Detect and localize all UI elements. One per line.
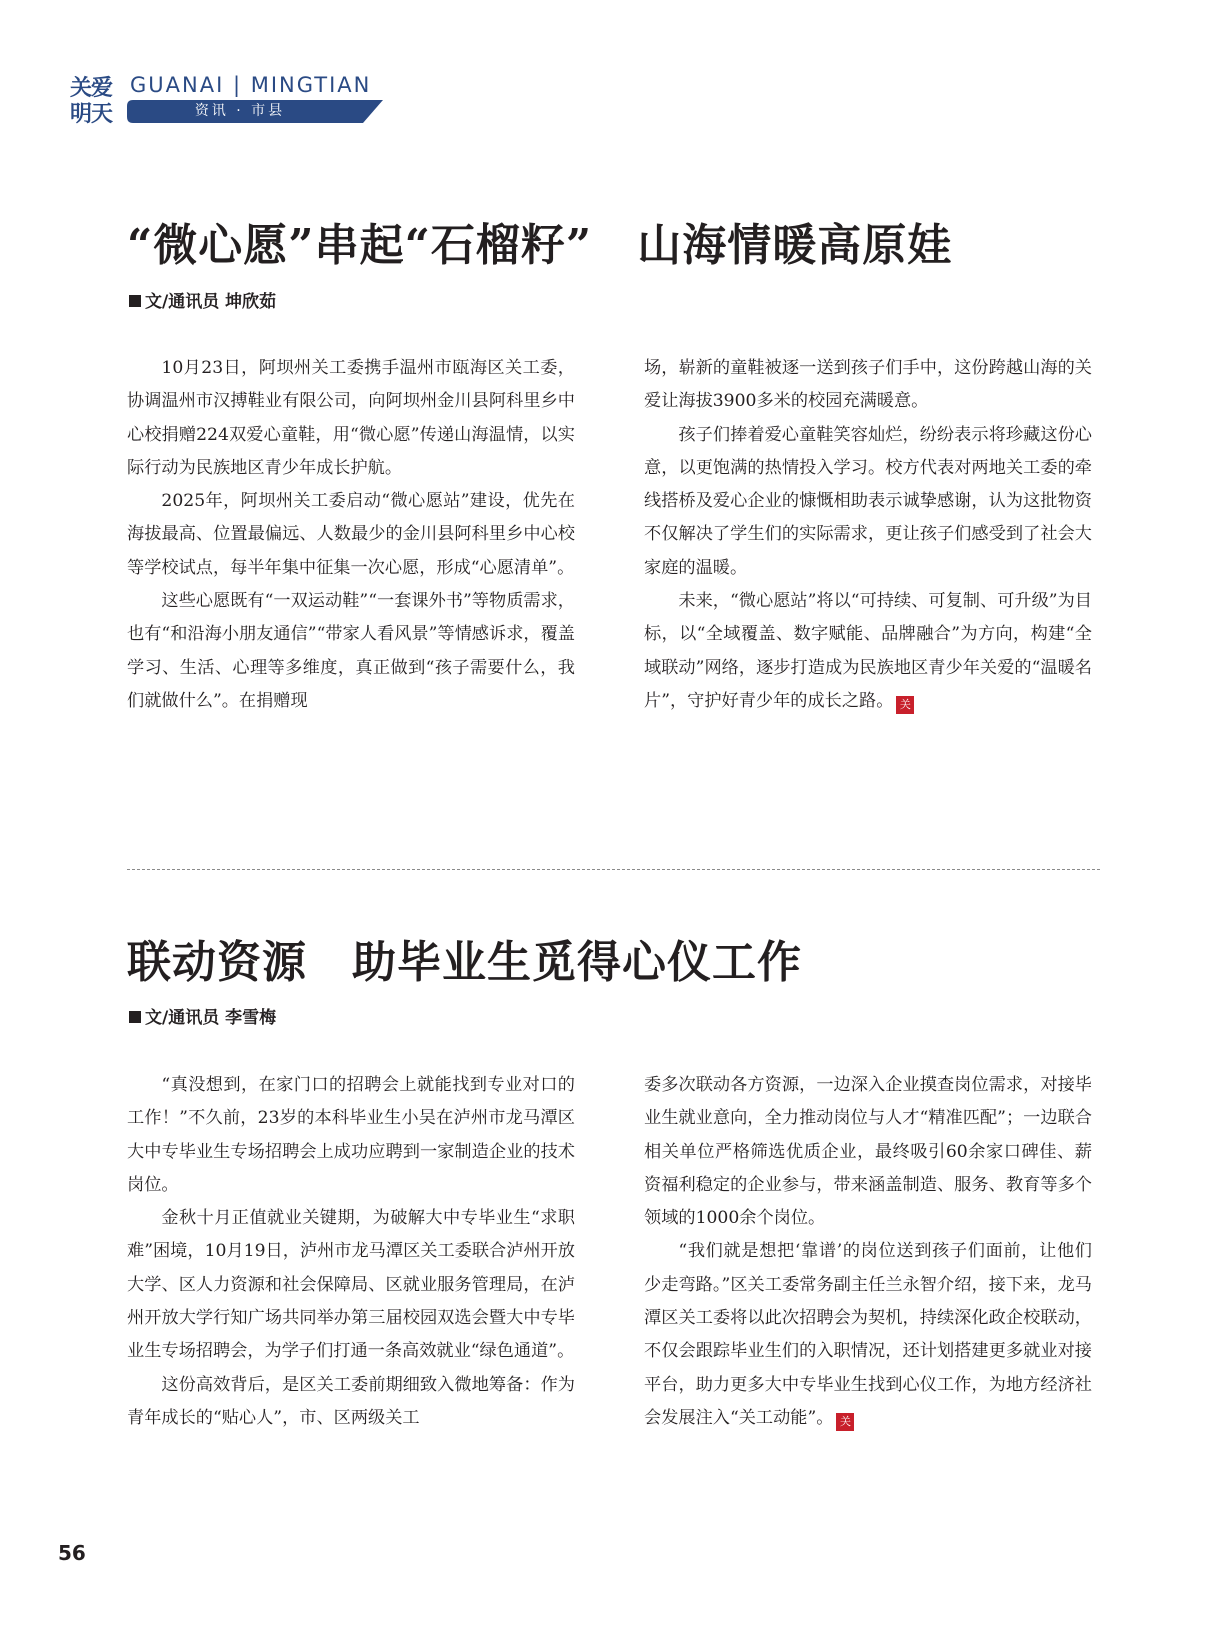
paragraph-text: “我们就是想把‘靠谱’的岗位送到孩子们面前，让他们少走弯路。”区关工委常务副主任兰永智介绍，接下来，龙马潭区关工委将以此次招聘会为契机，持续深化政企校联动，不仅会跟踪毕业生们的入职情况，还计划搭建更多就业对接平台，助力更多大中专毕业生找到心仪工作，为地方经济社会发展注入“关工动能”。 — [644, 1241, 1092, 1428]
paragraph: 10月23日，阿坝州关工委携手温州市瓯海区关工委，协调温州市汉搏鞋业有限公司，向阿坝州金川县阿科里乡中心校捐赠224双爱心童鞋，用“微心愿”传递山海温情，以实际行动为民族地区青少年成长护航。 — [127, 358, 575, 478]
paragraph: 委多次联动各方资源，一边深入企业摸查岗位需求，对接毕业生就业意向，全力推动岗位与人才“精准匹配”；一边联合相关单位严格筛选优质企业，最终吸引60余家口碑佳、薪资福利稳定的企业参与，带来涵盖制造、服务、教育等多个领域的1000余个岗位。 — [644, 1075, 1092, 1229]
article-2-byline: 文/通讯员 李雪梅 — [129, 1003, 276, 1028]
page-number: 56 — [58, 1541, 86, 1565]
end-mark-icon: 关 — [836, 1413, 854, 1431]
article-2-title: 联动资源 助毕业生觅得心仪工作 — [127, 937, 802, 988]
paragraph: 场，崭新的童鞋被逐一送到孩子们手中，这份跨越山海的关爱让海拔3900多米的校园充满暖意。 — [644, 358, 1092, 412]
magazine-logo: 关爱明天 — [70, 76, 113, 127]
paragraph-text: 未来，“微心愿站”将以“可持续、可复制、可升级”为目标，以“全域覆盖、数字赋能、品牌融合”为方向，构建“全域联动”网络，逐步打造成为民族地区青少年关爱的“温暖名片”，守护好青少年的成长之路。 — [644, 591, 1092, 711]
article-divider — [127, 869, 1100, 870]
article-1-column-1 — [127, 352, 575, 718]
article-1-column-2 — [644, 352, 1092, 718]
section-label: 资讯 · 市县 — [194, 103, 286, 119]
paragraph: 这份高效背后，是区关工委前期细致入微地筹备：作为青年成长的“贴心人”，市、区两级关工 — [127, 1374, 575, 1428]
paragraph — [644, 1235, 1092, 1435]
article-1-title: “微心愿”串起“石榴籽” 山海情暖高原娃 — [127, 220, 953, 271]
paragraph: “真没想到，在家门口的招聘会上就能找到专业对口的工作！”不久前，23岁的本科毕业生小吴在泸州市龙马潭区大中专毕业生专场招聘会上成功应聘到一家制造企业的技术岗位。 — [127, 1075, 575, 1195]
article-1-byline: 文/通讯员 坤欣茹 — [129, 287, 276, 312]
paragraph: 金秋十月正值就业关键期，为破解大中专毕业生“求职难”困境，10月19日，泸州市龙马潭区关工委联合泸州开放大学、区人力资源和社会保障局、区就业服务管理局，在泸州开放大学行知广场共同举办第三届校园双选会暨大中专毕业生专场招聘会，为学子们打通一条高效就业“绿色通道”。 — [127, 1208, 575, 1362]
paragraph: 孩子们捧着爱心童鞋笑容灿烂，纷纷表示将珍藏这份心意，以更饱满的热情投入学习。校方代表对两地关工委的牵线搭桥及爱心企业的慷慨相助表示诚挚感谢，认为这批物资不仅解决了学生们的实际需求，更让孩子们感受到了社会大家庭的温暖。 — [644, 424, 1092, 578]
magazine-brand: GUANAI | MINGTIAN — [130, 73, 372, 97]
article-2-column-1 — [127, 1069, 575, 1435]
article-2-column-2 — [644, 1069, 1092, 1435]
paragraph: 2025年，阿坝州关工委启动“微心愿站”建设，优先在海拔最高、位置最偏远、人数最少的金川县阿科里乡中心校等学校试点，每半年集中征集一次心愿，形成“心愿清单”。 — [127, 491, 575, 578]
end-mark-icon: 关 — [896, 696, 914, 714]
paragraph — [644, 585, 1092, 718]
paragraph: 这些心愿既有“一双运动鞋”“一套课外书”等物质需求，也有“和沿海小朋友通信”“带家人看风景”等情感诉求，覆盖学习、生活、心理等多维度，真正做到“孩子需要什么，我们就做什么”。在捐赠现 — [127, 591, 575, 711]
